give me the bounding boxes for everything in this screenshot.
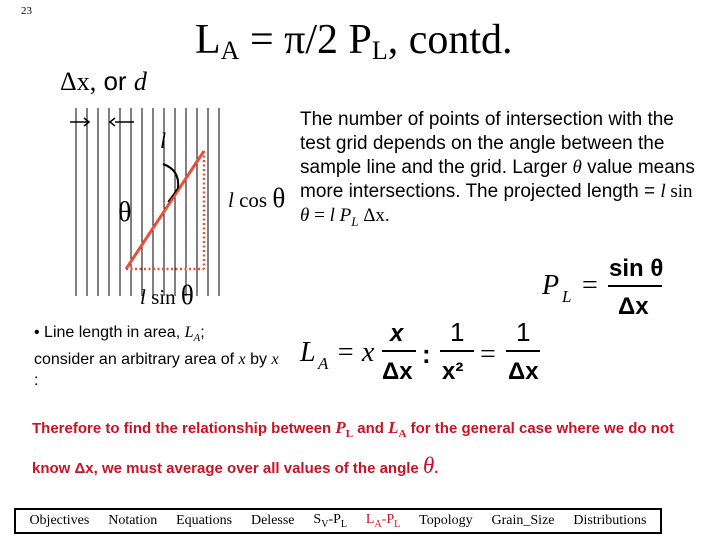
svg-text:L: L [562, 287, 572, 306]
angle-arc-icon [163, 164, 178, 188]
test-grid-lines [76, 108, 219, 296]
l-sin-theta-label: l sin θ [140, 280, 194, 310]
svg-text::: : [422, 339, 431, 369]
bullet-item: • Line length in area, $L_A$; consider an arbitrary area of x by x : [34, 324, 279, 390]
nav-la-pl[interactable]: $L_A-P_L$ [365, 512, 401, 530]
title-sub-a: A [220, 36, 240, 65]
slide-number: 23 [21, 5, 32, 17]
test-grid-figure [60, 100, 298, 310]
slide-title [195, 16, 513, 66]
title-sub-l: L [371, 36, 388, 65]
nav-notation[interactable]: Notation [108, 513, 158, 528]
svg-text:L: L [300, 337, 316, 368]
navigation-bar [14, 508, 662, 534]
svg-text:P: P [542, 270, 560, 301]
la-equation [298, 315, 558, 387]
spacing-arrows-icon [70, 118, 134, 126]
explanation-paragraph: The number of points of intersection with the test grid depends on the angle between the sample line and the grid. Larger θ value means more intersections. The projected length = l sin θ = l $P_L$ Δx. [300, 109, 695, 229]
svg-text:A: A [318, 354, 329, 373]
svg-text:Δx: Δx [508, 358, 539, 385]
nav-topology[interactable]: Topology [419, 513, 473, 528]
title-l: L [195, 17, 221, 63]
d-text: d [133, 67, 147, 96]
svg-text:x: x [390, 320, 404, 347]
title-end: , contd. [387, 17, 513, 63]
svg-text:Δx: Δx [618, 293, 649, 320]
nav-sv-pl[interactable]: $S_V-P_L$ [313, 512, 348, 530]
svg-text:Δx: Δx [382, 358, 413, 385]
svg-text:sin θ: sin θ [609, 255, 664, 282]
svg-text:1: 1 [450, 317, 465, 347]
l-label: l [160, 128, 167, 153]
nav-distributions[interactable]: Distributions [573, 513, 647, 528]
nav-objectives[interactable]: Objectives [29, 513, 90, 528]
nav-delesse[interactable]: Delesse [250, 513, 295, 528]
svg-text:=: = [480, 339, 496, 370]
nav-equations[interactable]: Equations [176, 513, 233, 528]
title-mid: = π/2 P [239, 17, 372, 63]
sample-line [126, 151, 204, 269]
grid-spacing-label [60, 66, 147, 97]
conclusion-text: Therefore to find the relationship between $P_L$ and $L_A$ for the general case where we do not know Δx, we must average over all values of the angle θ. [32, 418, 675, 478]
svg-text:= x: = x [336, 337, 375, 368]
nav-grain-size[interactable]: Grain_Size [491, 513, 555, 528]
or-text: or [96, 66, 134, 96]
delta-x-text: Δx, [60, 67, 97, 96]
l-cos-theta-label: l cos θ [228, 183, 286, 213]
svg-text:x²: x² [442, 358, 464, 385]
pl-equation [538, 248, 668, 320]
theta-label: θ [118, 197, 132, 228]
svg-text:1: 1 [516, 317, 531, 347]
svg-text:=: = [582, 270, 598, 301]
